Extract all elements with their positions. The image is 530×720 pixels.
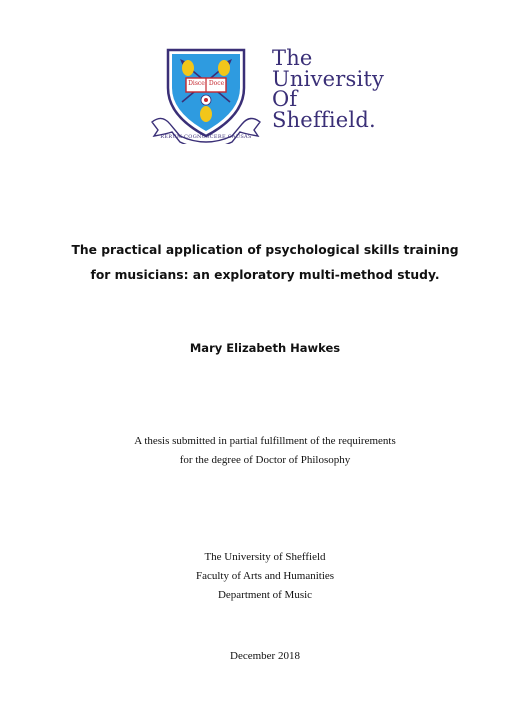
university-logo <box>150 44 390 144</box>
title-line: The practical application of psychological skills training <box>71 243 459 257</box>
book-left-text: Disce <box>188 80 205 87</box>
author-name: Mary Elizabeth Hawkes <box>189 341 341 355</box>
thesis-line: A thesis submitted in partial fulfillment of the requirements <box>134 435 396 447</box>
institution-line: The University of Sheffield <box>204 551 326 563</box>
wordmark-line: Of <box>272 87 298 111</box>
crest-motto: RERUM COGNOSCERE CAUSAS <box>160 134 252 140</box>
thesis-statement <box>0 432 530 470</box>
title-line: for musicians: an exploratory multi-method study. <box>90 268 440 282</box>
institution-line: Faculty of Arts and Humanities <box>195 570 335 582</box>
thesis-title <box>0 238 530 288</box>
wordmark-line: University <box>272 66 385 91</box>
wordmark-line: Sheffield. <box>272 107 376 132</box>
institution-line: Department of Music <box>217 589 313 601</box>
institution-block <box>0 548 530 605</box>
university-wordmark <box>272 48 384 130</box>
university-crest-icon <box>150 44 262 144</box>
book-right-text: Doce <box>208 80 225 87</box>
wordmark-line: The <box>272 46 313 70</box>
thesis-line: for the degree of Doctor of Philosophy <box>179 454 351 466</box>
submission-date: December 2018 <box>230 650 300 662</box>
